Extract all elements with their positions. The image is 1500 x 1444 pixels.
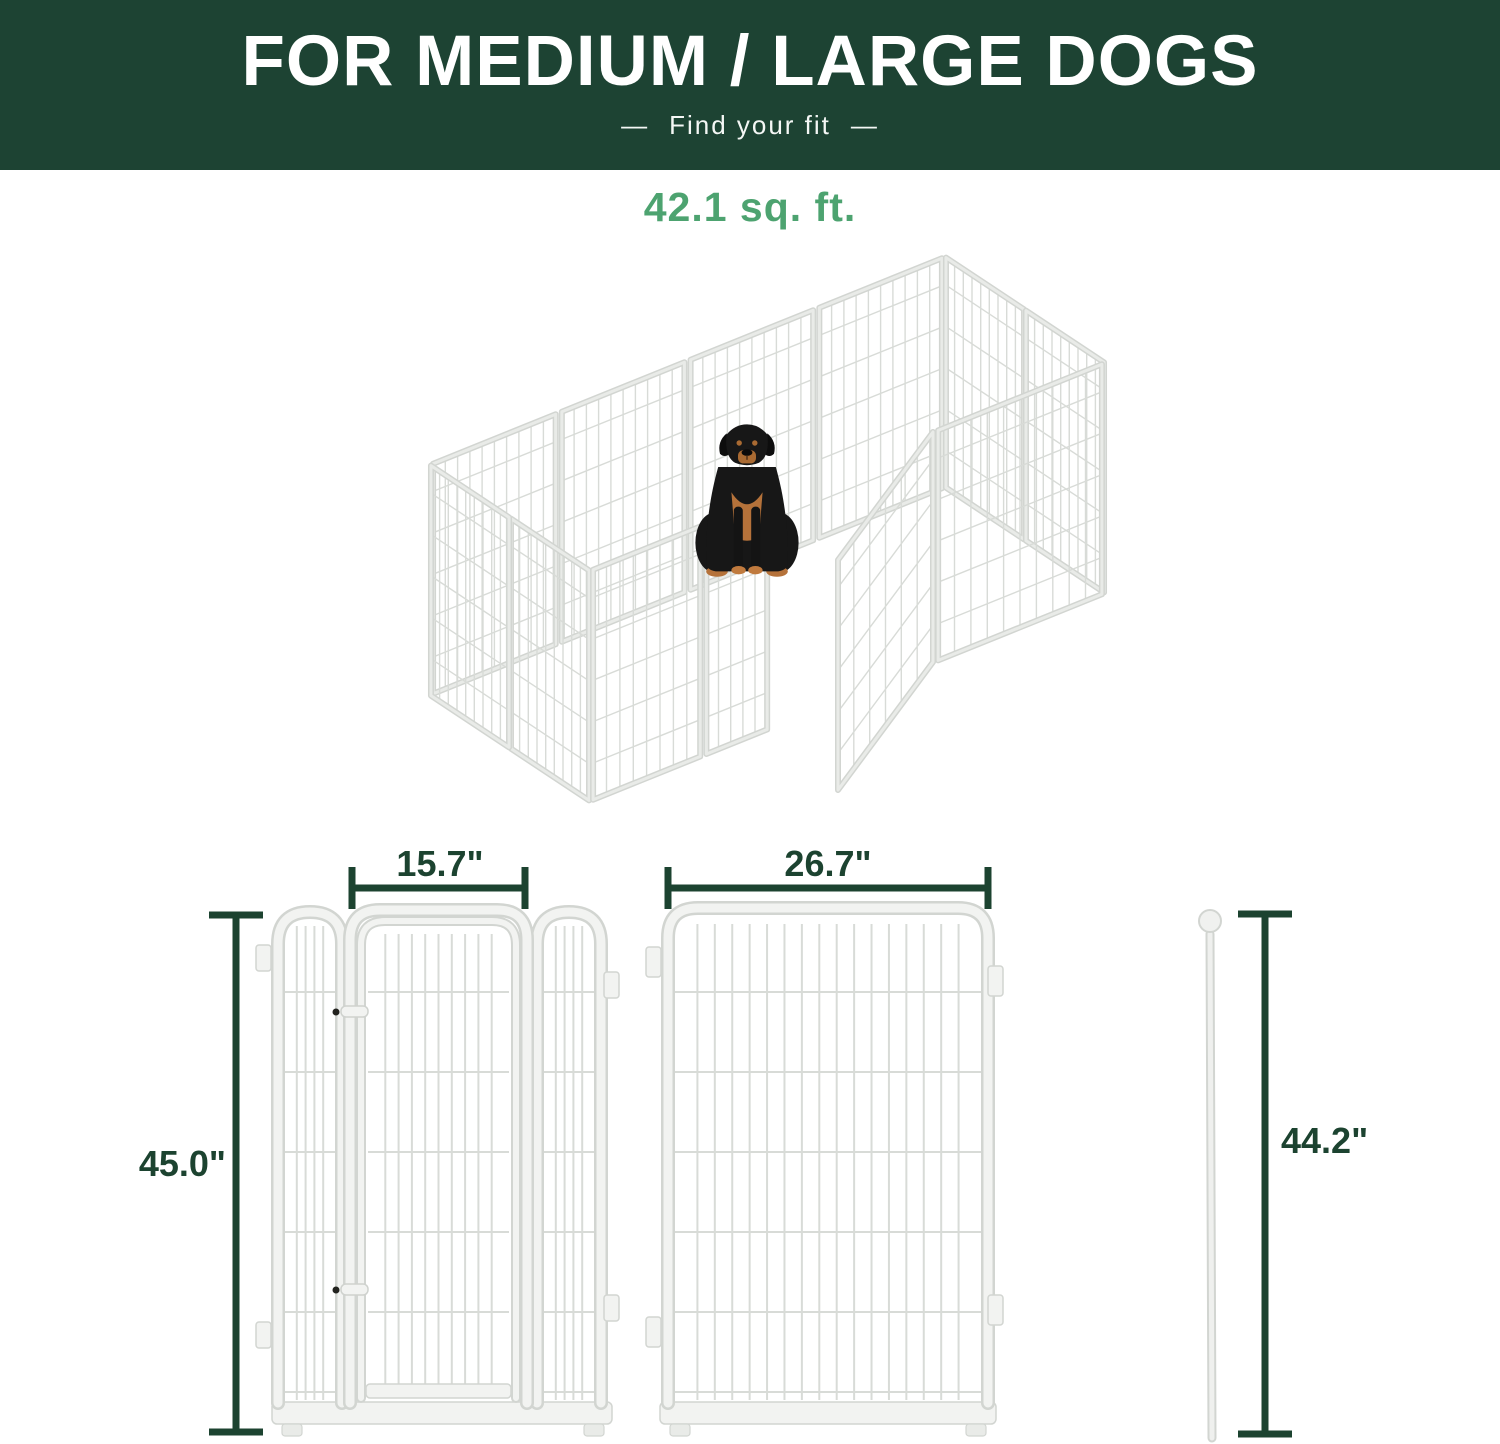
door-bottom-rail <box>366 1384 511 1398</box>
subtitle-row <box>0 110 1500 141</box>
subtitle-dash-left: — <box>621 110 650 140</box>
wide-panel-figure <box>646 843 1003 1436</box>
dimension-diagrams <box>0 840 1500 1444</box>
connector-tab <box>988 1295 1003 1325</box>
wide-panel-mesh <box>675 924 981 1400</box>
door-latch <box>333 1009 340 1016</box>
connector-tab <box>256 945 271 971</box>
door-width-dimension <box>352 843 525 909</box>
door-latch-handle <box>341 1284 368 1295</box>
panel-height-label: 45.0" <box>138 1143 226 1184</box>
door-panel-mesh <box>542 926 596 1400</box>
door-panel-figure <box>139 843 619 1436</box>
door-width-label: 15.7" <box>396 843 484 884</box>
pole-height-dimension <box>1238 914 1368 1434</box>
subtitle-dash-right: — <box>850 110 879 140</box>
connector-tab <box>988 966 1003 996</box>
subtitle-text: Find your fit <box>669 110 831 140</box>
door-latch <box>333 1287 340 1294</box>
connector-tab <box>646 1317 661 1347</box>
pole-figure <box>1199 910 1368 1438</box>
connector-tab <box>256 1322 271 1348</box>
connector-tab <box>646 947 661 977</box>
door-leaf-mesh <box>368 934 509 1394</box>
area-label: 42.1 sq. ft. <box>643 184 857 230</box>
pole-height-label: 44.2" <box>1281 1120 1369 1161</box>
door-panel-mesh <box>283 926 337 1400</box>
pole-ball-top <box>1199 910 1221 932</box>
page-title: FOR MEDIUM / LARGE DOGS <box>241 22 1259 101</box>
wide-panel-width-dimension <box>668 843 988 909</box>
dog-illustration <box>695 424 798 576</box>
base-bar <box>660 1402 996 1424</box>
door-latch-handle <box>341 1006 368 1017</box>
playpen-illustration <box>370 235 1140 815</box>
foot <box>670 1424 690 1436</box>
wide-panel-width-label: 26.7" <box>784 843 872 884</box>
foot <box>966 1424 986 1436</box>
panel-height-dimension <box>139 915 263 1432</box>
connector-tab <box>604 1295 619 1321</box>
header-banner <box>0 0 1500 170</box>
foot <box>282 1424 302 1436</box>
base-bar <box>272 1402 612 1424</box>
foot <box>584 1424 604 1436</box>
connector-tab <box>604 972 619 998</box>
